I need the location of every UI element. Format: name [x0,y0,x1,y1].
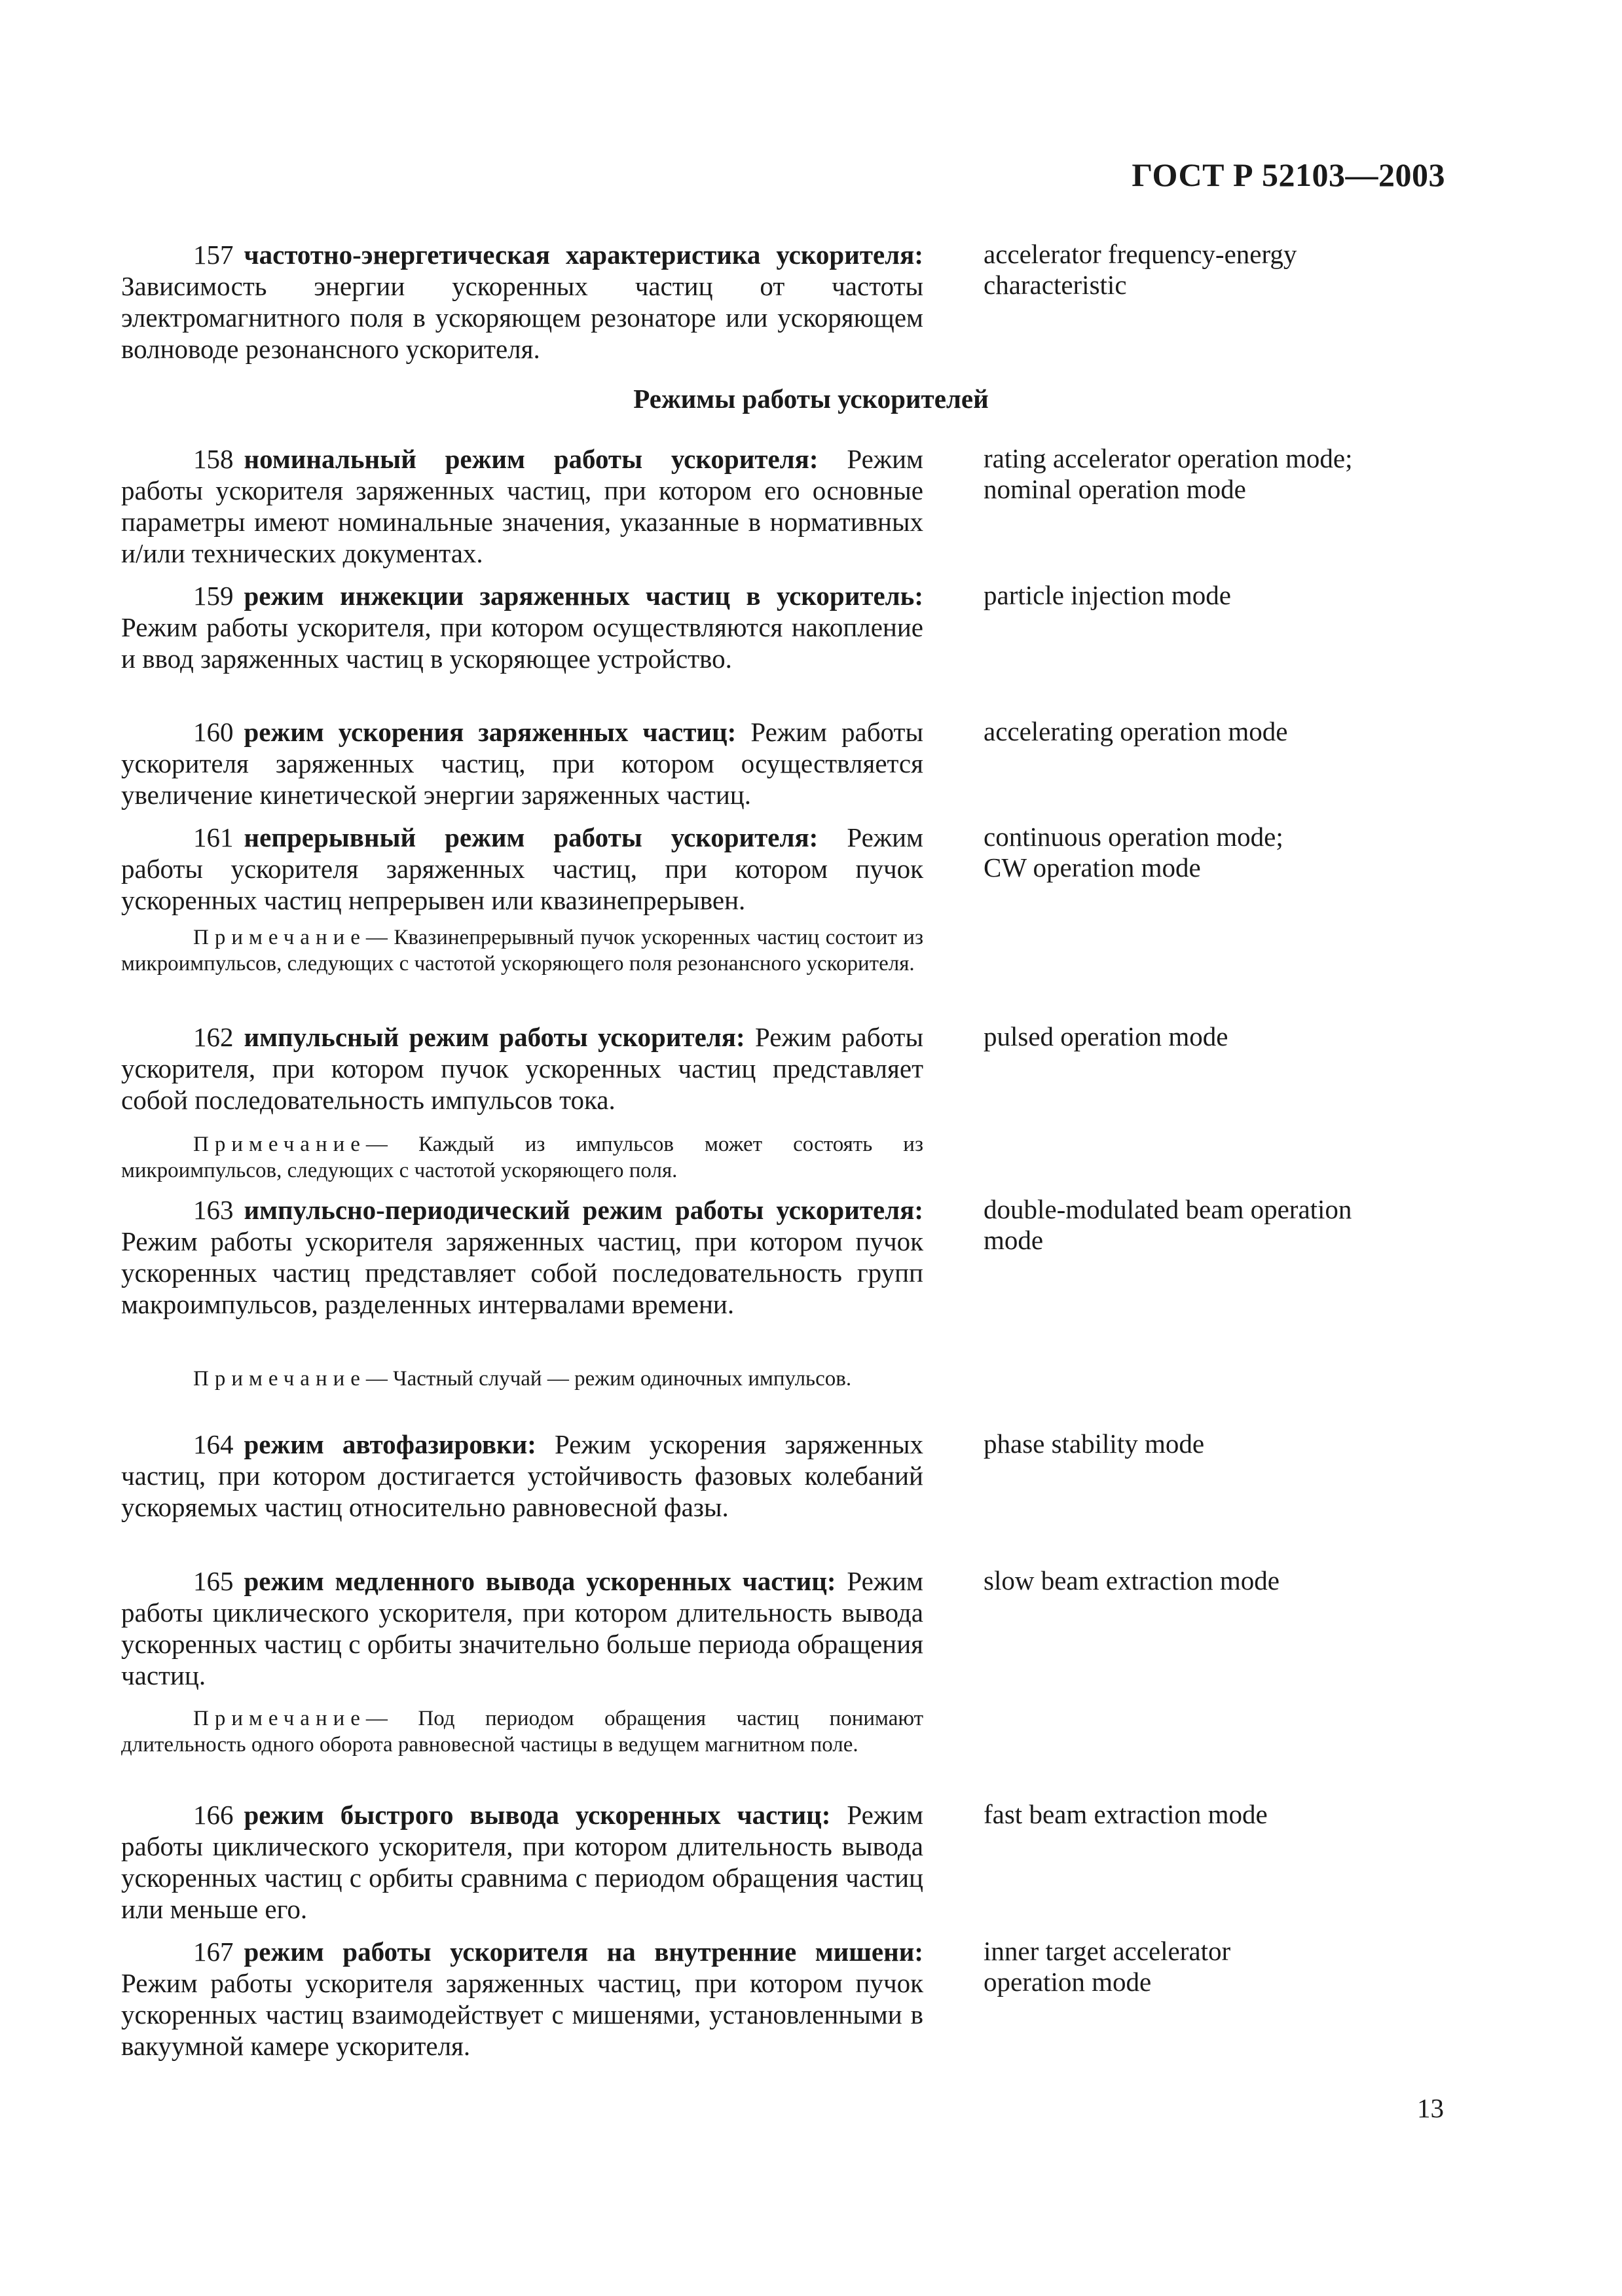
note-label: Примечание [193,926,366,949]
term-number: 162 [193,1022,234,1052]
term-number: 165 [193,1566,234,1596]
term-number: 166 [193,1800,234,1830]
term-name: режим быстрого вывода ускоренных частиц: [244,1800,831,1830]
note-dash: — [365,1367,388,1391]
term-definition-text: Режим работы циклического ускорителя, при котором длительность вывода ускоренных частиц с орбиты значительно больше периода обращения частиц. [121,1566,924,1690]
term-definition-ru [121,239,923,365]
note-label: Примечание [193,1707,366,1730]
term-name: режим работы ускорителя на внутренние мишени: [244,1937,923,1967]
term-definition-ru [121,1565,923,1691]
term-number: 157 [193,240,234,270]
note-text: Квазинепрерывный пучок ускоренных частиц состоит из микроимпульсов, следующих с частотой ускоряющего поля резонансного ускорителя. [121,926,923,975]
term-definition-ru [121,443,923,569]
term-name: режим медленного вывода ускоренных частиц: [244,1566,836,1596]
term-definition-text: Режим ускорения заряженных частиц, при котором достигается устойчивость фазовых колебаний ускоряемых частиц относительно равновесной фазы. [121,1429,923,1522]
term-note [121,924,923,977]
term-name: номинальный режим работы ускорителя: [244,444,819,474]
term-definition-text: Режим работы ускорителя заряженных частиц, при котором пучок ускоренных частиц взаимодействует с мишенями, установленными в вакуумной камере ускорителя. [121,1968,923,2061]
term-name: режим инжекции заряженных частиц в ускоритель: [244,581,923,611]
term-name: импульсно-периодический режим работы ускорителя: [244,1195,923,1225]
page-number: 13 [1417,2093,1444,2123]
term-number: 159 [193,581,234,611]
term-definition-text: Режим работы ускорителя, при котором осуществляются накопление и ввод заряженных частиц в ускоряющее устройство. [121,612,923,674]
term-english-equivalent: particle injection mode [984,580,1231,610]
section-heading: Режимы работы ускорителей [633,384,989,414]
term-definition-ru [121,1429,923,1523]
term-name: импульсный режим работы ускорителя: [244,1022,745,1052]
term-english-equivalent: double-modulated beam operation mode [984,1194,1352,1255]
term-definition-ru [121,1021,923,1116]
term-number: 163 [193,1195,234,1225]
term-english-equivalent: continuous operation mode; CW operation mode [984,822,1283,883]
note-text: Частный случай — режим одиночных импульсов. [393,1367,852,1391]
term-english-equivalent: phase stability mode [984,1429,1205,1459]
term-number: 160 [193,717,234,747]
term-name: непрерывный режим работы ускорителя: [244,822,819,852]
term-note [121,1131,923,1184]
term-definition-ru [121,1936,923,2062]
note-label: Примечание [193,1367,366,1391]
term-definition-text: Зависимость энергии ускоренных частиц от частоты электромагнитного поля в ускоряющем резонаторе или ускоряющем волноводе резонансного ускорителя. [121,271,923,364]
term-number: 161 [193,822,234,852]
note-dash: — [365,1133,388,1156]
term-english-equivalent: accelerator frequency-energy characteristic [984,239,1297,300]
note-label: Примечание [193,1133,366,1156]
term-definition-text: Режим работы ускорителя заряженных частиц, при котором осуществляется увеличение кинетической энергии заряженных частиц. [121,717,923,810]
standard-designation: ГОСТ Р 52103—2003 [1132,156,1445,193]
term-definition-ru [121,580,923,674]
term-definition-text: Режим работы ускорителя заряженных частиц, при котором пучок ускоренных частиц непрерывен или квазинепрерывен. [121,822,923,915]
term-english-equivalent: rating accelerator operation mode; nominal operation mode [984,443,1353,504]
term-definition-text: Режим работы ускорителя заряженных частиц, при котором его основные параметры имеют номинальные значения, указанные в нормативных и/или технических документах. [121,444,924,568]
term-definition-ru [121,716,923,811]
term-english-equivalent: inner target accelerator operation mode [984,1936,1231,1997]
note-dash: — [365,926,388,949]
term-english-equivalent: slow beam extraction mode [984,1565,1280,1595]
term-english-equivalent: accelerating operation mode [984,716,1288,746]
note-dash: — [365,1707,388,1730]
term-english-equivalent: pulsed operation mode [984,1021,1228,1051]
term-number: 164 [193,1429,234,1459]
term-number: 167 [193,1937,234,1967]
term-definition-ru [121,822,923,916]
note-text: Под периодом обращения частиц понимают длительность одного оборота равновесной частицы в ведущем магнитном поле. [121,1707,923,1757]
term-note [121,1705,923,1758]
term-definition-ru [121,1799,923,1925]
term-definition-text: Режим работы ускорителя заряженных частиц, при котором пучок ускоренных частиц представляет собой последовательность групп макроимпульсов, разделенных интервалами времени. [121,1226,923,1319]
term-definition-text: Режим работы циклического ускорителя, при котором длительность вывода ускоренных частиц с орбиты сравнима с периодом обращения частиц или меньше его. [121,1800,923,1924]
note-text: Каждый из импульсов может состоять из микроимпульсов, следующих с частотой ускоряющего поля. [121,1133,924,1182]
term-definition-text: Режим работы ускорителя, при котором пучок ускоренных частиц представляет собой последовательность импульсов тока. [121,1022,924,1115]
term-english-equivalent: fast beam extraction mode [984,1799,1268,1829]
term-name: частотно-энергетическая характеристика ускорителя: [244,240,923,270]
term-name: режим ускорения заряженных частиц: [244,717,737,747]
term-note [121,1366,923,1392]
term-definition-ru [121,1194,923,1320]
term-name: режим автофазировки: [244,1429,536,1459]
term-number: 158 [193,444,234,474]
